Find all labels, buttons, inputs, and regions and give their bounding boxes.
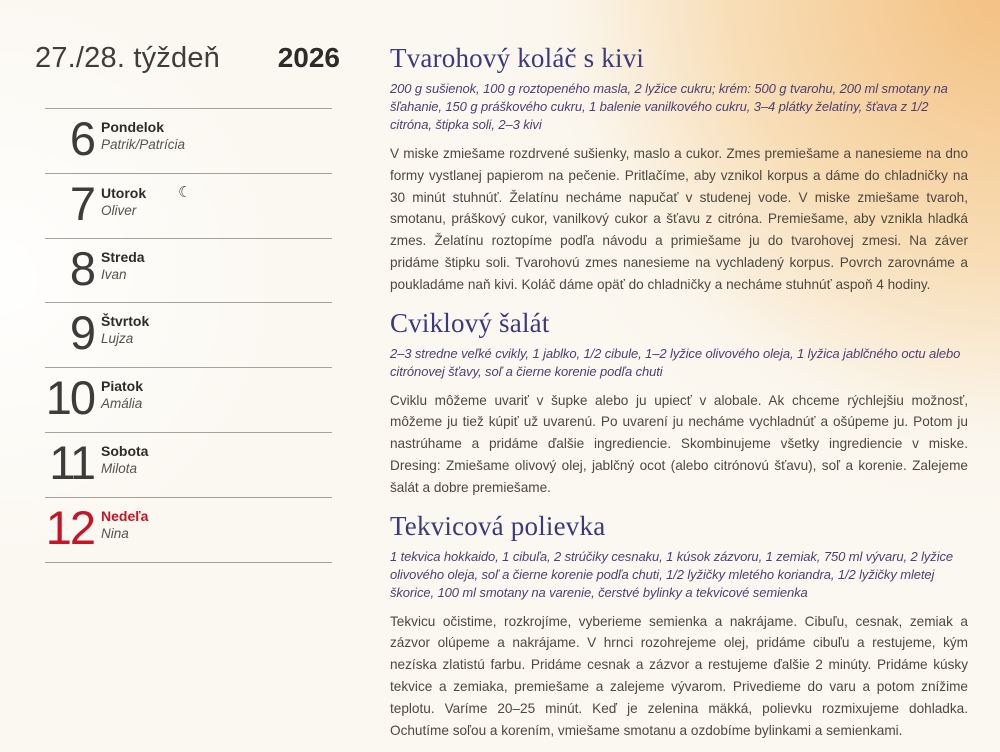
- day-name: Piatok: [101, 378, 144, 395]
- day-row-friday: [0, 367, 332, 432]
- recipe-instructions: Tekvicu očistime, rozkrojíme, vyberieme semienka a nakrájame. Cibuľu, cesnak, zemiak a zázvor olúpeme a nakrájame. V hrnci rozohrejeme olej, pridáme cibuľu a restujeme, kým nezíska zlatistú farbu. Pridáme cesnak a zázvor a restujeme ďalšie 2 minúty. Pridáme kúsky tekvice a zemiaka, premiešame a zalejeme vývarom. Privedieme do varu a potom znížime teplotu. Varíme 20–25 minút. Keď je zelenina mäkká, polievku rozmixujeme dohladka. Ochutíme soľou a korením, vmiešame smotanu a ozdobíme bylinkami a semienkami.: [390, 613, 968, 738]
- name-day: Patrik/Patrícia: [101, 137, 186, 152]
- recipes-column: [390, 42, 968, 752]
- day-number: 7: [69, 176, 94, 230]
- day-row-sunday: [0, 497, 332, 562]
- recipe-ingredients: 200 g sušienok, 100 g roztopeného masla, 2 lyžice cukru; krém: 500 g tvarohu, 200 ml smotany na šľahanie, 150 g práškového cukru, 1 balenie vanilkového cukru, 3–4 plátky želatíny, šťava z 1/2 citróna, štipka soli, 2–3 kivi: [390, 81, 948, 132]
- day-row-saturday: [0, 432, 332, 497]
- recipe-instructions: Cviklu môžeme uvariť v šupke alebo ju upiecť v alobale. Ak chceme rýchlejšiu možnosť, môžeme ju tiež kúpiť už uvarenú. Po uvarení ju necháme vychladnúť a ošúpeme ju. Potom ju nastrúhame a pridáme ďalšie ingrediencie. Skombinujeme všetky ingrediencie v miske. Dresing: Zmiešame olivový olej, jablčný ocot (alebo citrónovú šťavu), soľ a korenie. Zalejeme šalát a dobre premiešame.: [390, 392, 968, 495]
- recipe-tvarohovy-kolac: [390, 42, 968, 296]
- day-name: Štvrtok: [101, 313, 150, 330]
- recipe-title: Cviklový šalát: [390, 307, 550, 338]
- day-name: Nedeľa: [101, 507, 149, 524]
- day-row-wednesday: [0, 238, 332, 303]
- day-number: 10: [45, 371, 94, 425]
- day-number: 8: [69, 241, 94, 295]
- day-name: Streda: [101, 248, 145, 265]
- name-day: Oliver: [101, 202, 137, 218]
- year-label: 2026: [277, 42, 340, 73]
- name-day: Ivan: [101, 266, 127, 282]
- day-row-tuesday: [0, 173, 332, 238]
- calendar-header: [35, 42, 340, 75]
- calendar-panel: [0, 0, 348, 615]
- name-day: Amália: [101, 396, 143, 412]
- waning-moon-icon: ☾: [178, 183, 192, 201]
- day-name: Sobota: [101, 442, 149, 459]
- recipe-cviklovy-salat: [390, 307, 968, 499]
- recipe-ingredients: 2–3 stredne veľké cvikly, 1 jablko, 1/2 cibule, 1–2 lyžice olivového oleja, 1 lyžica jablčného octu alebo citrónovej šťavy, soľ a čierne korenie podľa chuti: [390, 345, 961, 379]
- day-name: Pondelok: [101, 119, 165, 135]
- day-number: 6: [69, 112, 94, 165]
- recipe-title: Tekvicová polievka: [390, 510, 606, 541]
- name-day: Milota: [101, 460, 138, 476]
- day-list: [0, 108, 332, 563]
- recipe-instructions: V miske zmiešame rozdrvené sušienky, maslo a cukor. Zmes premiešame a nanesieme na dno formy vystlanej papierom na pečenie. Pritlačíme, aby vznikol korpus a dáme do chladničky na 30 minút stuhnúť. Želatínu necháme napučať v studenej vode. V miske zmiešame tvaroh, smotanu, práškový cukor, vanilkový cukor a šťavu z citróna. Premiešame, aby vznikla hladká zmes. Želatínu roztopíme podľa návodu a primiešame ju do tvarohovej zmesi. Na záver pridáme štipku soli. Tvarohovú zmes nanesieme na vychladený korpus. Povrch zarovnáme a poukladáme naň kivi. Koláč dáme opäť do chladničky a necháme stuhnúť aspoň 4 hodiny.: [390, 146, 968, 292]
- day-row-thursday: [0, 302, 332, 367]
- day-number: 12: [45, 500, 94, 554]
- name-day: Nina: [101, 525, 129, 541]
- day-number: 9: [69, 306, 94, 360]
- day-number: 11: [49, 435, 94, 489]
- name-day: Lujza: [101, 331, 134, 347]
- recipe-tekvicova-polievka: [390, 510, 968, 742]
- recipe-ingredients: 1 tekvica hokkaido, 1 cibuľa, 2 strúčiky cesnaku, 1 kúsok zázvoru, 1 zemiak, 750 ml vývaru, 2 lyžice olivového oleja, soľ a čierne korenie podľa chuti, 1/2 lyžičky mletého koriandra, 1/2 lyžičky mletej škorice, 100 ml smotany na varenie, čerstvé bylinky a tekvicové semienka: [390, 548, 954, 600]
- day-row-monday: [0, 108, 332, 173]
- day-name: Utorok: [101, 184, 147, 201]
- recipe-title: Tvarohový koláč s kivi: [390, 43, 645, 73]
- week-label: 27./28. týždeň: [35, 42, 220, 74]
